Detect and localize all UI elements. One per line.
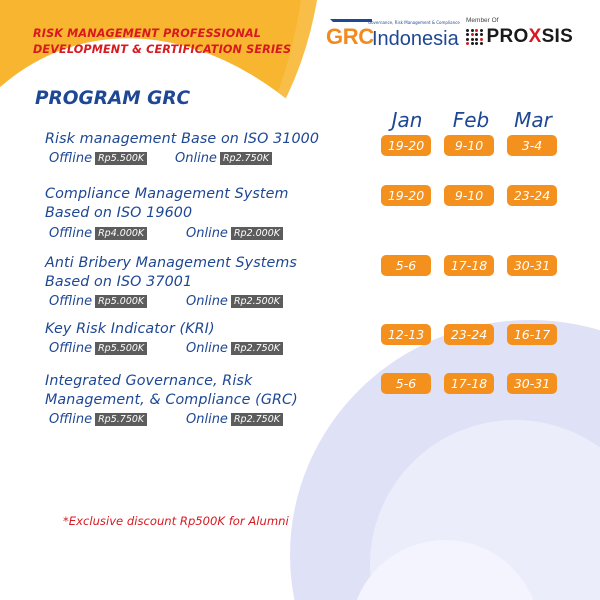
offline-label: Offline [49,341,93,356]
offline-price-badge: Rp5.500K [95,152,147,165]
course-price-row [186,294,283,309]
course-item [45,185,375,222]
course-price-row [49,226,147,241]
date-badge-jan: 12-13 [381,324,431,345]
date-badge-mar: 30-31 [507,255,557,276]
date-badge-mar: 23-24 [507,185,557,206]
course-price-row [186,412,283,427]
date-badge-mar: 30-31 [507,373,557,394]
alumni-discount-note: *Exclusive discount Rp500K for Alumni [63,514,289,528]
offline-price-badge: Rp5.000K [95,295,147,308]
offline-label: Offline [49,226,93,241]
course-price-row [186,226,283,241]
course-price-row [49,412,147,427]
member-of-label: Member Of [466,17,499,24]
month-header-feb: Feb [452,108,490,132]
program-title: PROGRAM GRC [35,88,191,109]
offline-price-badge: Rp5.750K [95,413,147,426]
online-price-badge: Rp2.750K [220,152,272,165]
date-badge-mar: 3-4 [507,135,557,156]
course-name: Integrated Governance, Risk Management, & Compliance (GRC) [45,373,298,408]
online-price-badge: Rp2.000K [231,227,283,240]
grc-logo-word: GRC [326,24,374,49]
date-badge-jan: 19-20 [381,135,431,156]
course-item [45,372,375,409]
online-label: Online [186,412,228,427]
course-item [45,130,375,149]
date-badge-feb: 9-10 [444,135,494,156]
course-price-row [49,341,147,356]
date-badge-jan: 5-6 [381,255,431,276]
online-price-badge: Rp2.750K [231,413,283,426]
date-badge-jan: 19-20 [381,185,431,206]
date-badge-feb: 9-10 [444,185,494,206]
course-name: Compliance Management System Based on ISO 19600 [45,186,289,221]
month-header-jan: Jan [391,108,423,132]
offline-price-badge: Rp5.500K [95,342,147,355]
online-label: Online [186,294,228,309]
date-badge-jan: 5-6 [381,373,431,394]
offline-label: Offline [49,151,93,166]
date-badge-feb: 23-24 [444,324,494,345]
course-price-row [49,151,147,166]
offline-label: Offline [49,294,93,309]
course-price-row [186,341,283,356]
course-item [45,320,375,339]
indonesia-logo-word: Indonesia [372,27,459,50]
offline-price-badge: Rp4.000K [95,227,147,240]
course-price-row [49,294,147,309]
online-price-badge: Rp2.500K [231,295,283,308]
grc-logo-tagline: Governance, Risk Management & Compliance [368,20,460,25]
date-badge-feb: 17-18 [444,255,494,276]
proxsis-logo-word: PROXSIS [486,26,574,47]
series-title-line2: DEVELOPMENT & CERTIFICATION SERIES [33,43,292,56]
online-price-badge: Rp2.750K [231,342,283,355]
series-title-line1: RISK MANAGEMENT PROFESSIONAL [33,27,262,40]
offline-label: Offline [49,412,93,427]
online-label: Online [186,341,228,356]
proxsis-dots-icon [466,29,483,46]
course-name: Risk management Base on ISO 31000 [45,131,320,147]
series-title [33,26,303,58]
proxsis-logo [466,26,573,48]
course-name: Anti Bribery Management Systems Based on ISO 37001 [45,255,297,290]
course-item [45,254,375,291]
online-label: Online [186,226,228,241]
course-name: Key Risk Indicator (KRI) [45,321,215,337]
course-price-row [175,151,272,166]
month-header-mar: Mar [514,108,552,132]
date-badge-feb: 17-18 [444,373,494,394]
date-badge-mar: 16-17 [507,324,557,345]
online-label: Online [175,151,217,166]
